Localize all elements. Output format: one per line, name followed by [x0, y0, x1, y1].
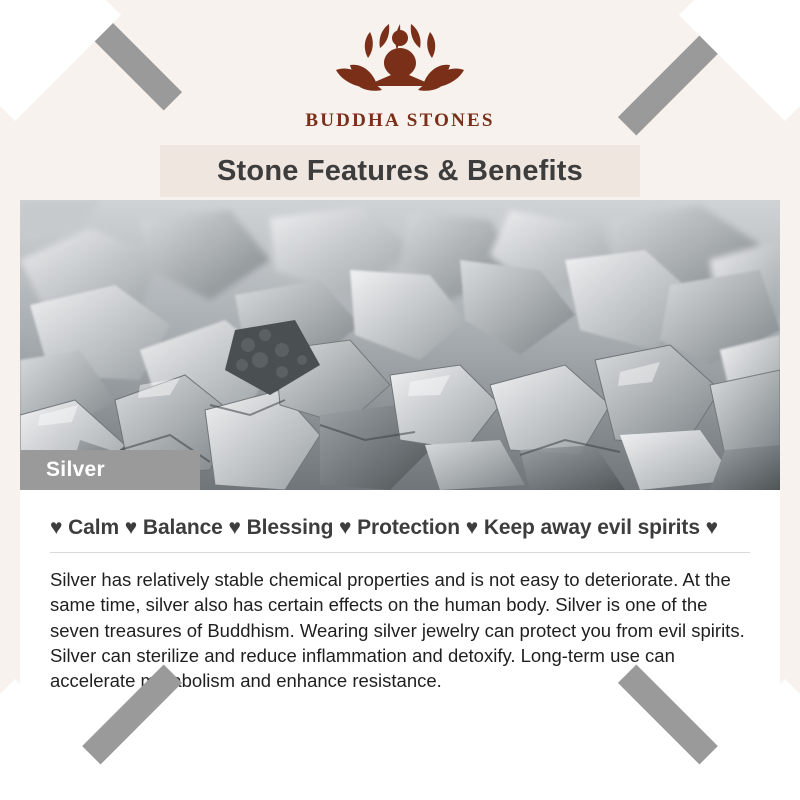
page-title-text: Stone Features & Benefits — [217, 154, 583, 187]
benefits-line: ♥ Calm ♥ Balance ♥ Blessing ♥ Protection ♥ Keep away evil spirits ♥ — [50, 516, 718, 539]
content-divider — [50, 552, 750, 553]
notch-top-left — [0, 0, 26, 26]
hero-image — [20, 200, 780, 490]
stone-name-badge — [20, 450, 200, 490]
silver-ore-photo — [20, 200, 780, 490]
page-title — [160, 145, 640, 197]
lotus-meditation-icon — [334, 18, 466, 104]
notch-bottom-left — [0, 774, 26, 800]
notch-bottom-right — [774, 774, 800, 800]
notch-top-right — [774, 0, 800, 26]
stone-name-text: Silver — [46, 458, 106, 481]
brand-name: BUDDHA STONES — [305, 110, 495, 131]
bottom-band — [0, 758, 800, 800]
description-text: Silver has relatively stable chemical properties and is not easy to deteriorate. At the same time, silver also has certain effects on the human body. Silver is one of the seven treasures of Buddhism. Wearing silver jewelry can protect you from evil spirits. Silver can sterilize and reduce inflammation and detoxify. Long-term use can accelerate metabolism and enhance resistance. — [50, 569, 745, 692]
